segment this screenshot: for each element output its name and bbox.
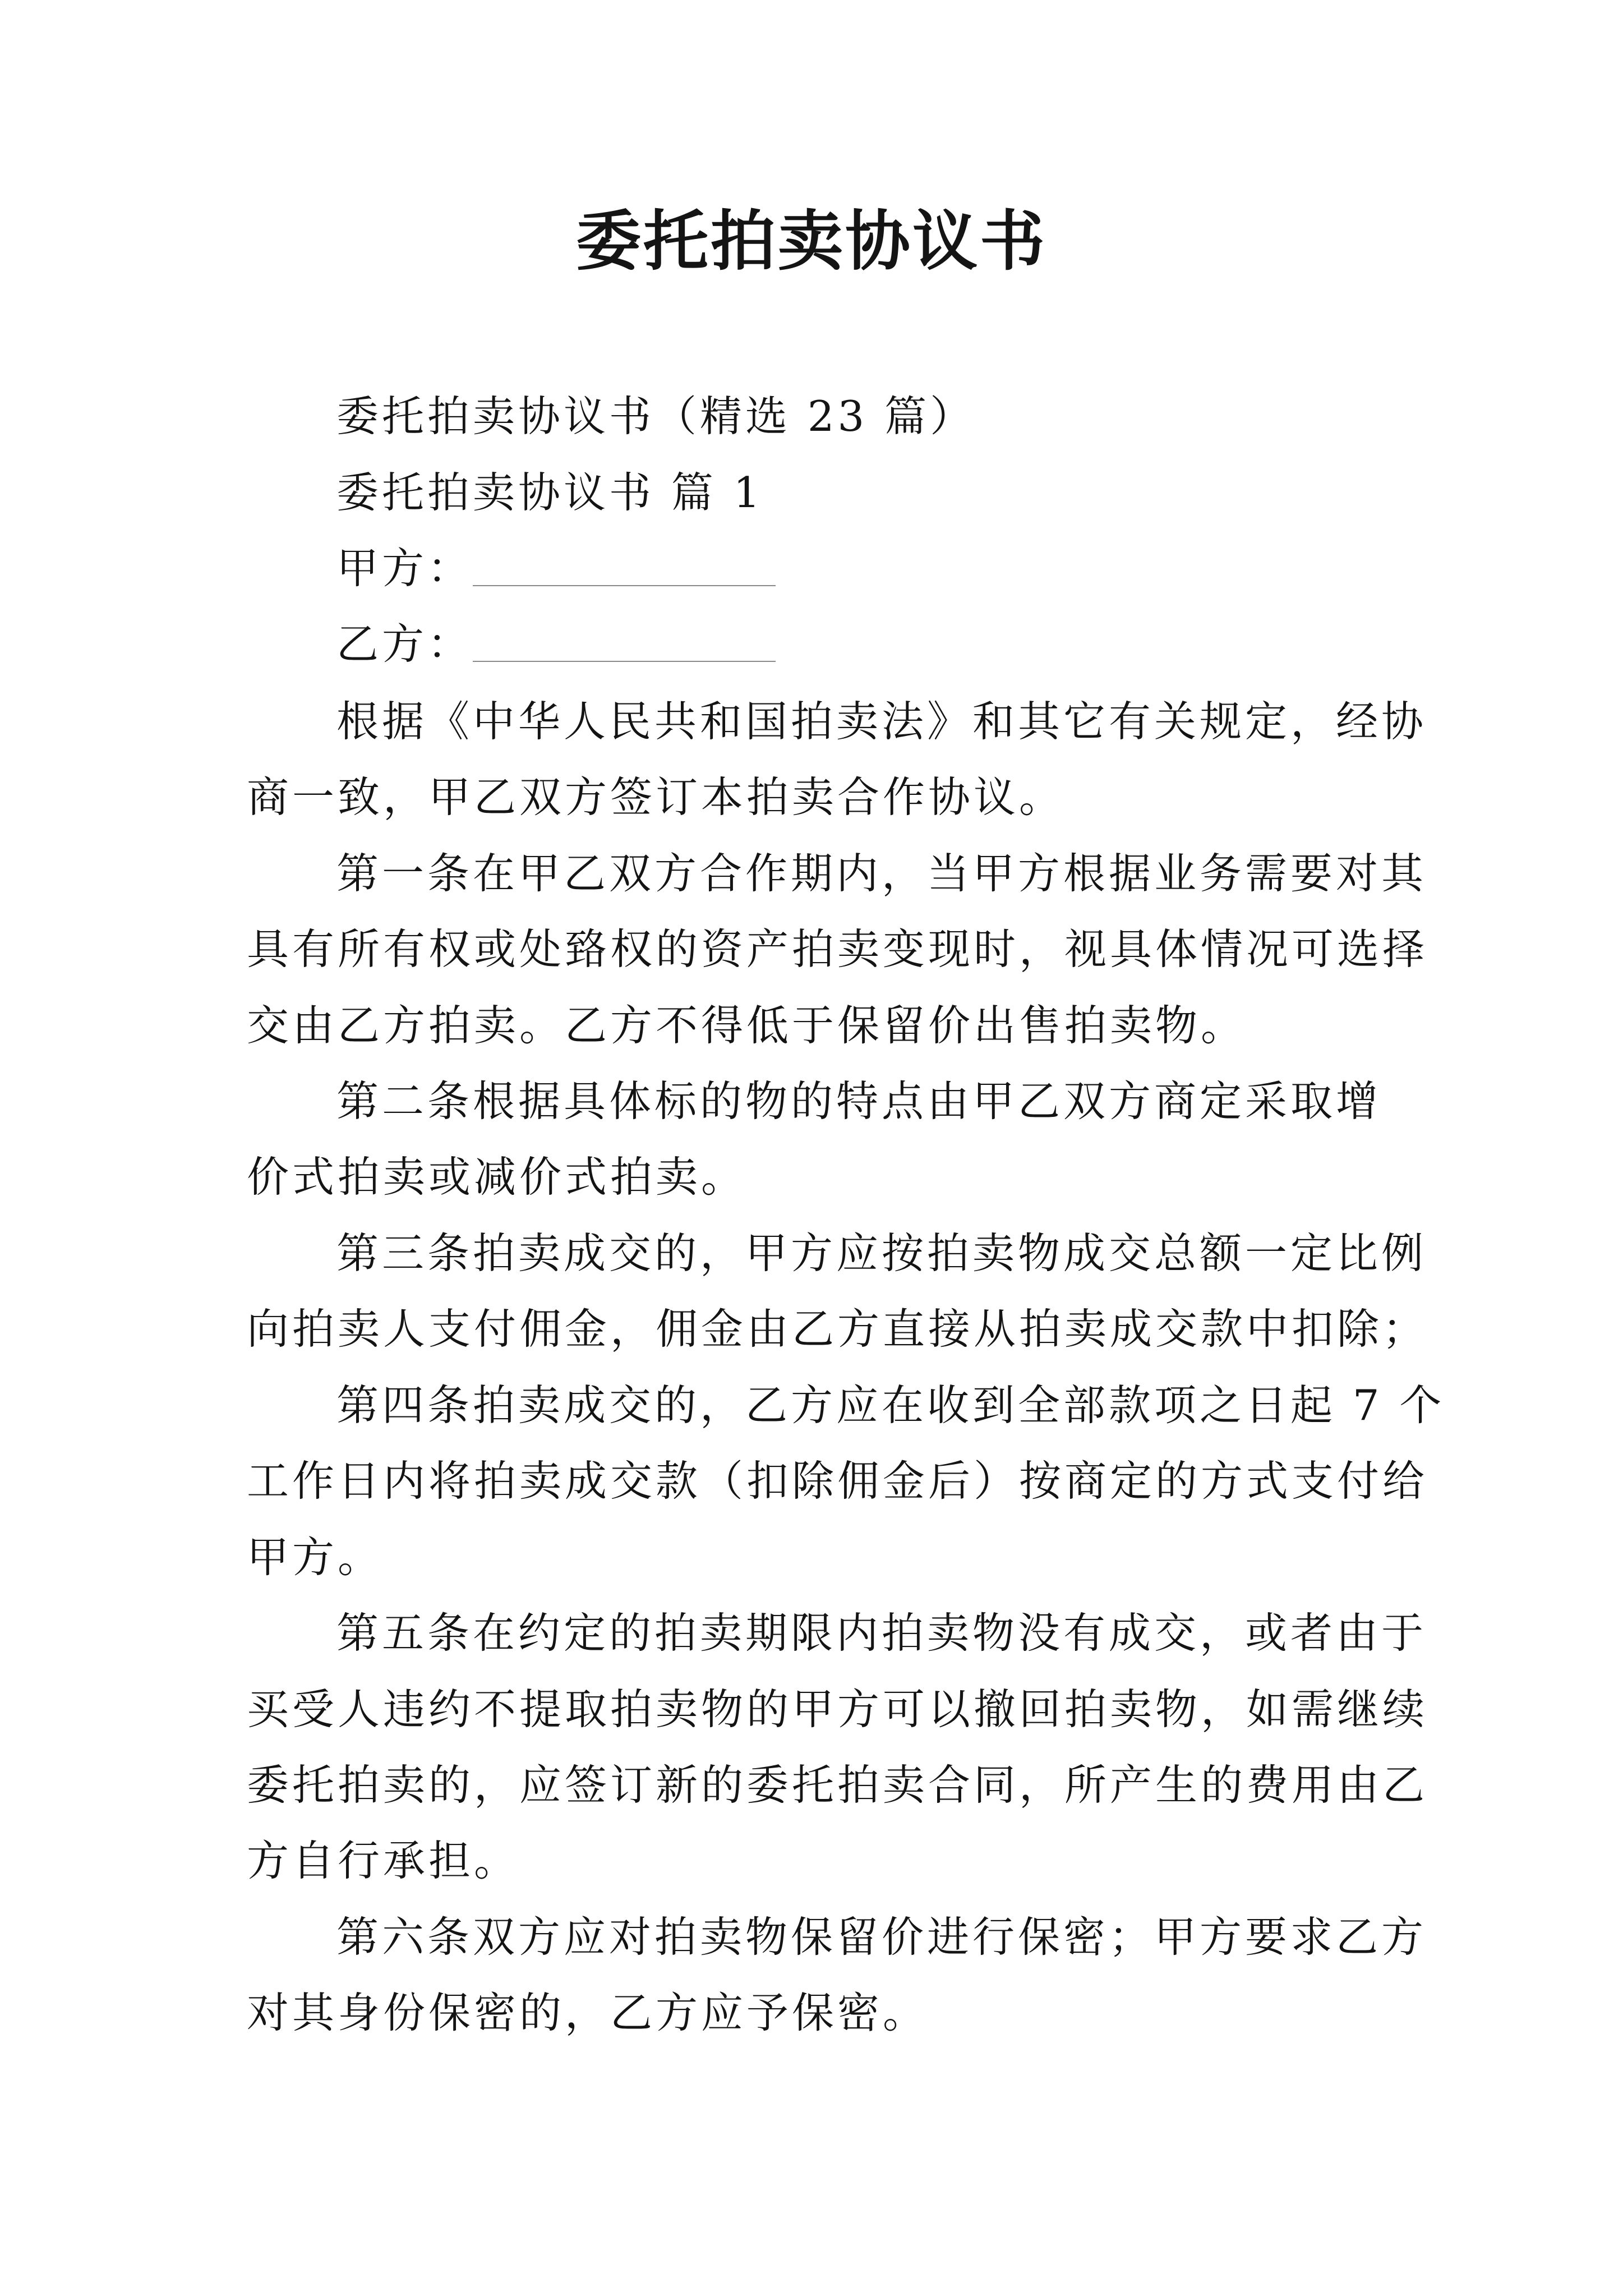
article-5-line: 买受人违约不提取拍卖物的甲方可以撤回拍卖物，如需继续 <box>247 1685 1428 1734</box>
article-5-line: 方自行承担。 <box>247 1836 520 1885</box>
article-4-line: 第四条拍卖成交的，乙方应在收到全部款项之日起 7 个 <box>336 1381 1445 1430</box>
article-2-line: 第二条根据具体标的物的特点由甲乙双方商定采取增 <box>336 1076 1382 1126</box>
article-1-line: 交由乙方拍卖。乙方不得低于保留价出售拍卖物。 <box>247 1001 1247 1050</box>
party-a-blank <box>473 585 776 586</box>
article-4-line: 甲方。 <box>247 1533 384 1582</box>
party-b-label: 乙方： <box>336 619 473 669</box>
article-1-line: 第一条在甲乙双方合作期内，当甲方根据业务需要对其 <box>336 849 1427 898</box>
party-a-label: 甲方： <box>336 544 473 593</box>
article-6-line: 对其身份保密的，乙方应予保密。 <box>247 1988 929 2037</box>
party-a-line <box>336 540 776 596</box>
article-1-line: 具有所有权或处臵权的资产拍卖变现时，视具体情况可选择 <box>247 924 1428 974</box>
article-2-line: 价式拍卖或减价式拍卖。 <box>247 1152 747 1202</box>
article-3-line: 向拍卖人支付佣金，佣金由乙方直接从拍卖成交款中扣除； <box>247 1304 1428 1354</box>
article-3-line: 第三条拍卖成交的，甲方应按拍卖物成交总额一定比例 <box>336 1228 1427 1278</box>
intro-line: 根据《中华人民共和国拍卖法》和其它有关规定，经协 <box>336 697 1427 746</box>
party-b-blank <box>473 661 776 662</box>
document-subtitle: 委托拍卖协议书（精选 23 篇） <box>336 392 976 441</box>
article-5-line: 委托拍卖的，应签订新的委托拍卖合同，所产生的费用由乙 <box>247 1760 1428 1810</box>
party-b-line <box>336 616 776 672</box>
section-heading: 委托拍卖协议书 篇 1 <box>336 468 764 517</box>
article-4-line: 工作日内将拍卖成交款（扣除佣金后）按商定的方式支付给 <box>247 1456 1428 1506</box>
article-5-line: 第五条在约定的拍卖期限内拍卖物没有成交，或者由于 <box>336 1608 1427 1658</box>
article-6-line: 第六条双方应对拍卖物保留价进行保密；甲方要求乙方 <box>336 1912 1427 1962</box>
document-title: 委托拍卖协议书 <box>576 203 1047 279</box>
intro-line: 商一致，甲乙双方签订本拍卖合作协议。 <box>247 772 1065 822</box>
